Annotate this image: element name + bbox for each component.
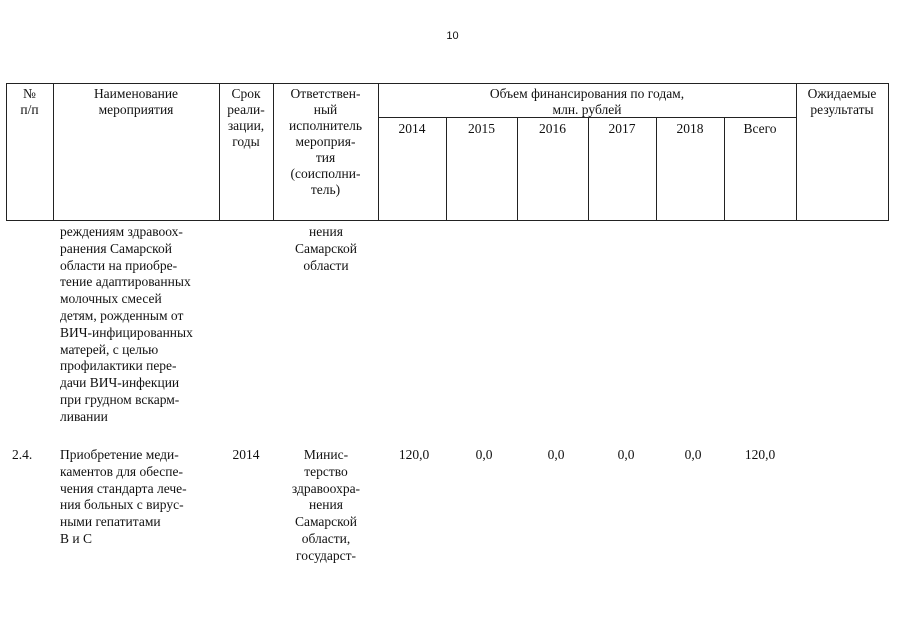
header-year-2015: 2015 [468,121,495,136]
continuation-executor [276,224,376,274]
text-line: ранения Самарской [60,240,173,256]
row-number: 2.4. [12,447,33,462]
text-line: Приобретение меди- [60,447,179,462]
text-line: государст- [296,547,356,563]
value-total: 120,0 [744,447,776,462]
header-year-2016: 2016 [539,121,566,136]
text-line: Самарской [294,514,358,530]
text-line: тение адаптированных [60,274,191,290]
text-line: нения [309,224,343,239]
text-line: каментов для обеспе- [60,463,183,479]
header-col-term: Срок реали- зации, годы [227,86,265,149]
text-line: молочных смесей [60,291,162,307]
header-col-number: № п/п [20,86,39,117]
text-line: ВИЧ-инфицированных [60,324,193,340]
text-line: Минис- [303,447,349,462]
header-col-name: Наименование мероприятия [93,86,179,117]
table-top-border [6,83,888,84]
row-term: 2014 [232,447,260,462]
text-line: терство [304,463,348,479]
text-line: ливании [60,408,108,424]
value-2018: 0,0 [684,447,702,462]
text-line: дачи ВИЧ-инфекции [60,375,180,391]
text-line: ными гепатитами [60,514,161,530]
text-line: В и С [60,530,92,546]
header-year-2017: 2017 [608,121,636,136]
table-bottom-border [6,220,888,221]
text-line: при грудном вскарм- [60,391,180,407]
header-col-results: Ожидаемые результаты [807,86,877,117]
value-2017: 0,0 [617,447,635,462]
value-2014: 120,0 [398,447,430,462]
header-total: Всего [743,121,777,136]
value-2016: 0,0 [547,447,565,462]
text-line: ния больных с вирус- [60,497,184,513]
value-2015: 0,0 [475,447,493,462]
header-year-2014: 2014 [398,121,426,136]
grid-line [888,83,889,221]
text-line: нения [309,497,343,513]
row-name [60,447,222,548]
text-line: реждениям здравоох- [60,224,183,239]
text-line: матерей, с целью [60,341,159,357]
text-line: чения стандарта лече- [60,480,187,496]
page-number: 10 [446,30,459,42]
text-line: области на приобре- [60,257,178,273]
row-executor [276,447,376,565]
text-line: детям, рожденным от [60,307,184,323]
text-line: профилактики пере- [60,358,177,374]
text-line: Самарской [294,240,358,256]
continuation-name [60,224,222,426]
header-year-2018: 2018 [676,121,704,136]
header-col-financing: Объем финансирования по годам, млн. рублей [489,86,685,117]
text-line: здравоохра- [291,480,361,496]
text-line: области [303,257,349,273]
text-line: области, [301,530,351,546]
header-col-executor: Ответствен- ный исполнитель мероприя- тия (соисполни- тель) [289,86,362,197]
